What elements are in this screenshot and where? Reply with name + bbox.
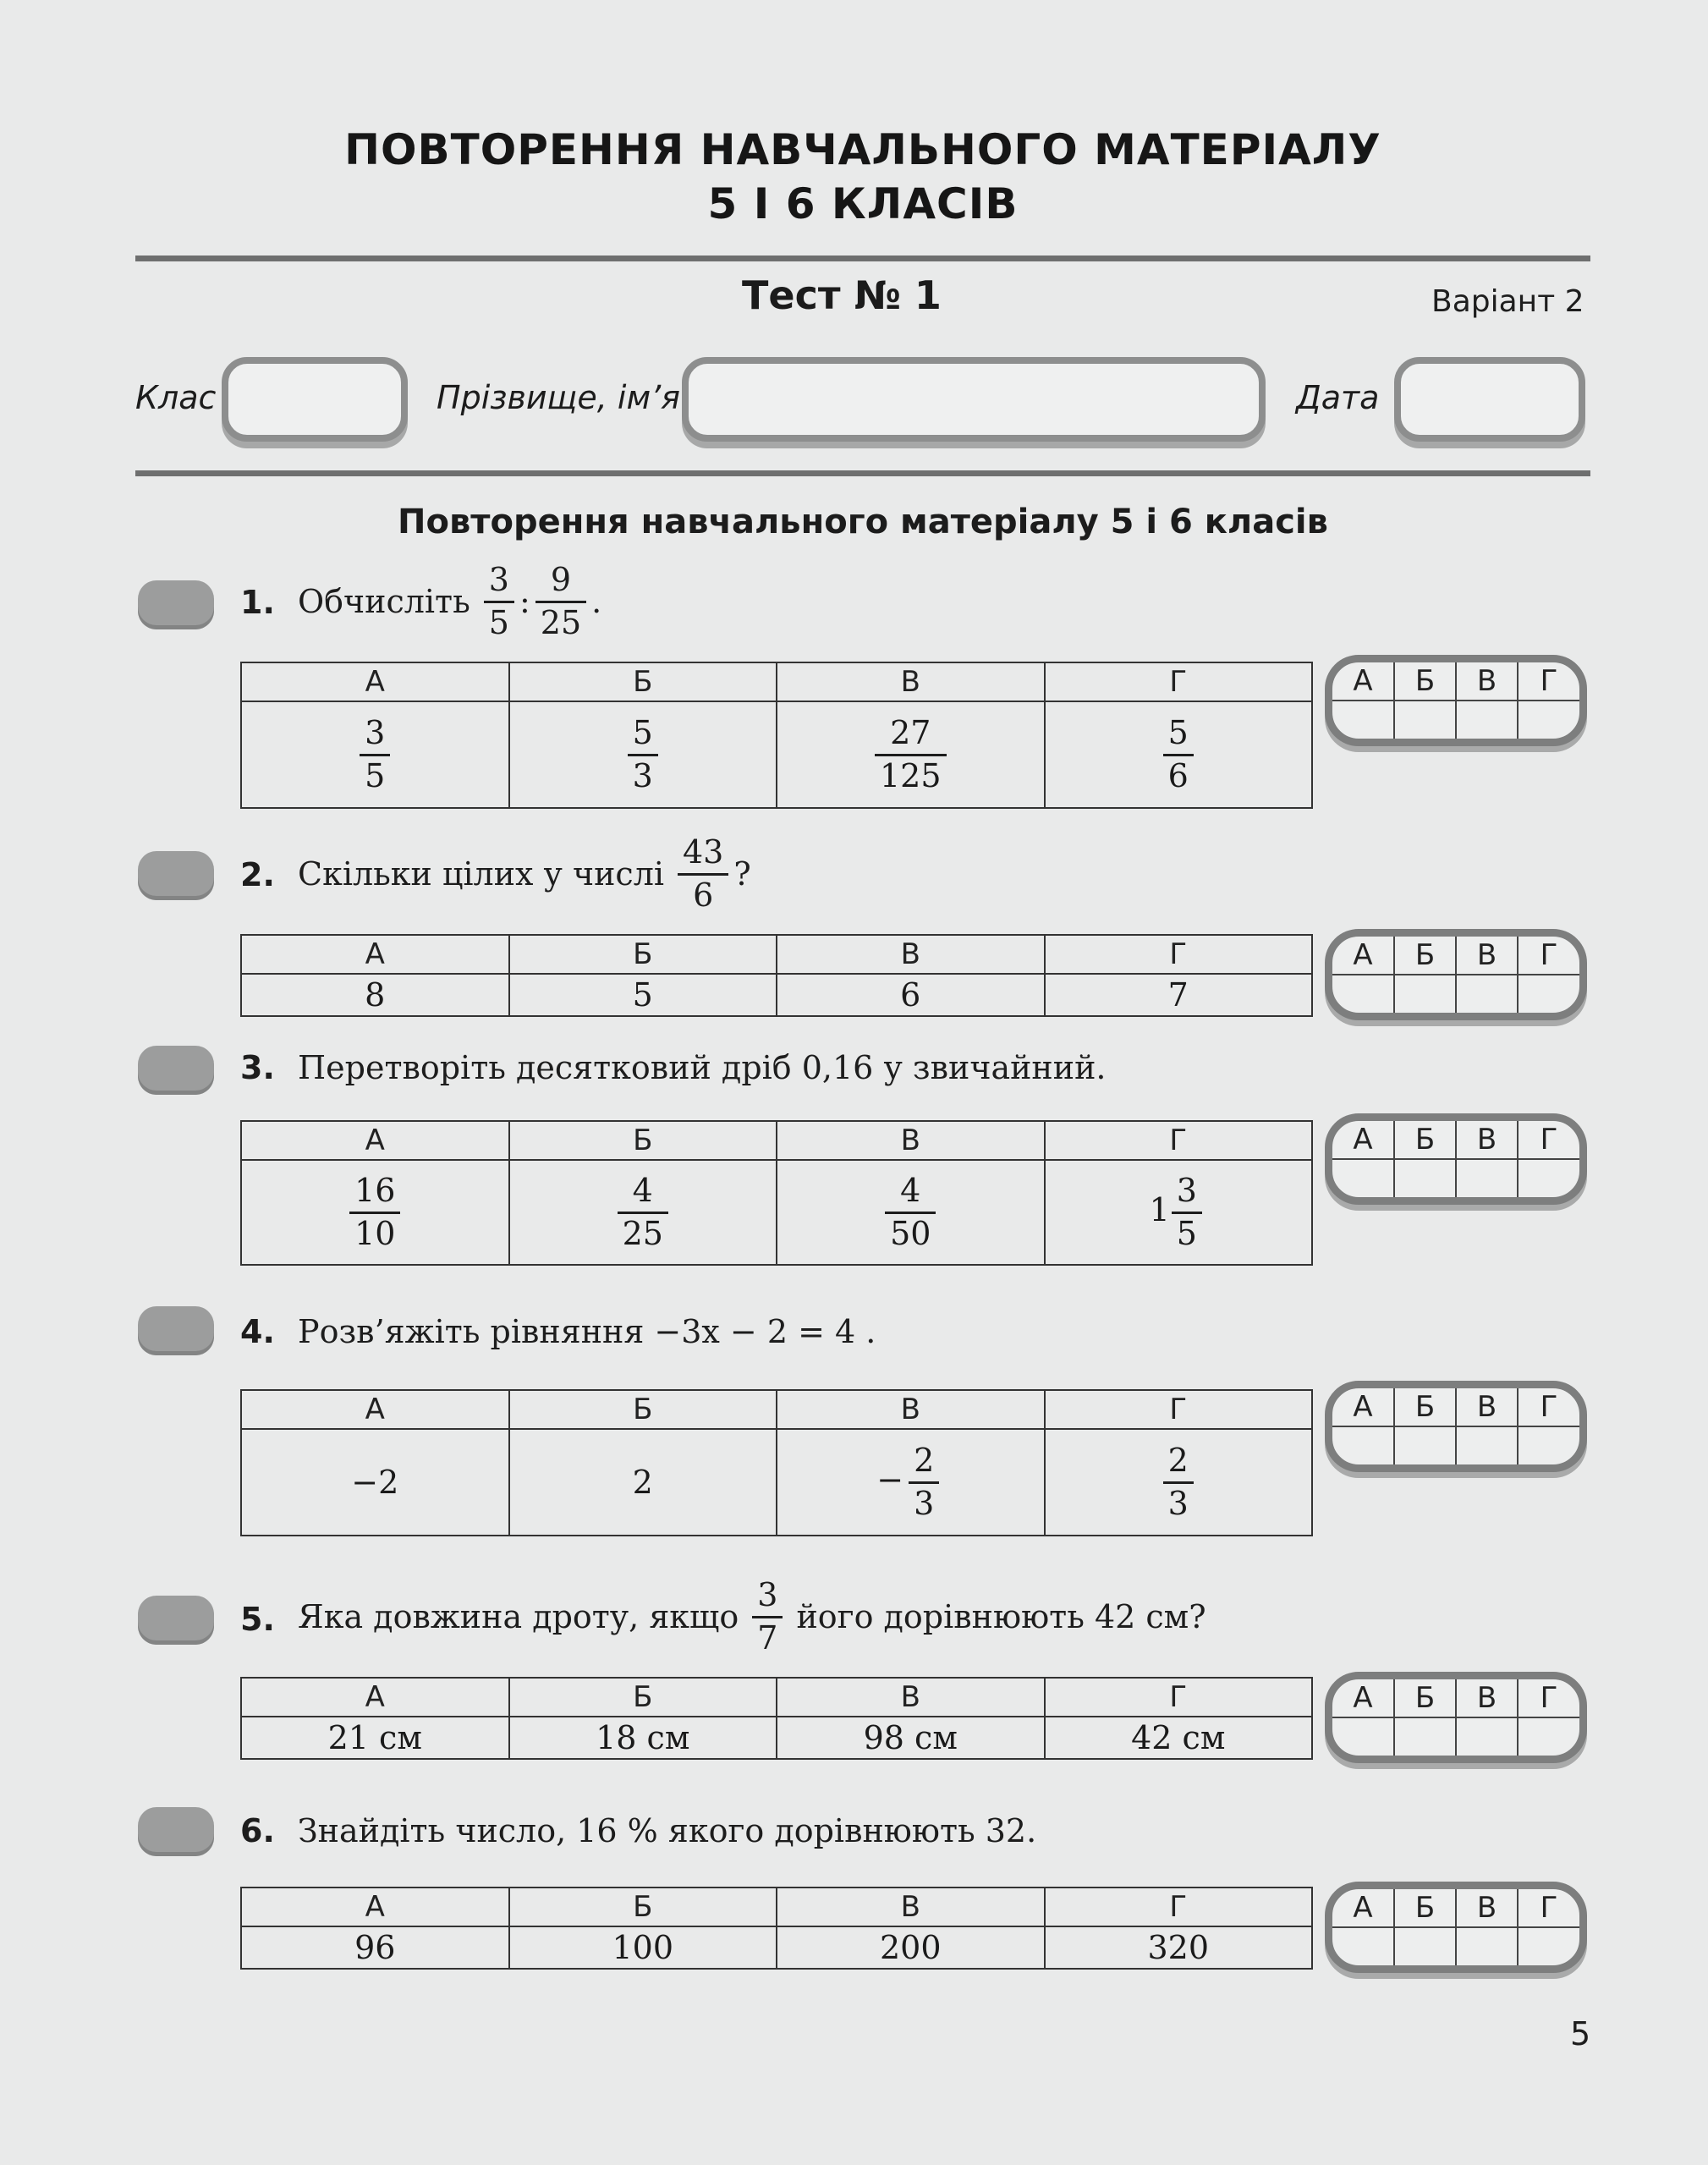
fraction [885,1171,936,1252]
page-title-line1: ПОВТОРЕННЯ НАВЧАЛЬНОГО МАТЕРІАЛУ [344,125,1381,174]
question-text-part: . [591,583,602,621]
question-number: 2. [240,856,275,893]
answer-cell[interactable] [1394,701,1456,740]
option-v [777,1429,1045,1536]
denominator: 125 [879,756,942,794]
denominator: 50 [890,1214,931,1252]
answer-cell[interactable] [1332,1717,1394,1757]
answer-letter: Б [1394,662,1456,701]
answer-cell[interactable] [1394,1927,1456,1967]
question-number: 1. [240,584,275,621]
answer-cell[interactable] [1394,1159,1456,1199]
fraction [909,1441,939,1522]
answer-cell[interactable] [1332,1927,1394,1967]
option-b [509,701,777,808]
numerator: 5 [1167,713,1189,751]
numerator: 3 [757,1576,778,1613]
question-number: 6. [240,1812,275,1849]
answer-box[interactable] [1325,1381,1587,1472]
answer-cell[interactable] [1518,1159,1579,1199]
option-header: В [777,1390,1045,1429]
denominator: 3 [632,756,653,794]
question-text-part: Обчисліть [298,583,470,621]
option-a [241,701,509,808]
answer-cell[interactable] [1332,975,1394,1014]
answer-cell[interactable] [1518,1426,1579,1466]
options-table [240,1677,1313,1760]
answer-box[interactable] [1325,1672,1587,1763]
answer-box[interactable] [1325,655,1587,746]
score-tab [138,851,214,900]
option-v [777,1160,1045,1265]
option-header: В [777,1678,1045,1717]
option-header: В [777,1888,1045,1926]
fraction [349,1171,400,1252]
answer-letter: А [1332,1121,1394,1159]
option-header: А [241,662,509,701]
fraction [484,563,514,640]
option-header: А [241,1390,509,1429]
answer-cell[interactable] [1518,1927,1579,1967]
answer-letter: А [1332,1679,1394,1717]
option-header: Г [1045,935,1313,974]
answer-letter: Г [1518,1679,1579,1717]
option-b: 2 [509,1429,777,1536]
mixed-whole: 1 [1149,1190,1170,1228]
fraction [875,713,947,794]
option-b: 100 [509,1926,777,1969]
answer-letter: В [1456,1121,1518,1159]
numerator: 3 [1176,1171,1197,1209]
option-g: 7 [1045,974,1313,1016]
question-text: Розв’яжіть рівняння −3x − 2 = 4 . [298,1313,876,1350]
question-text [298,563,601,640]
option-a: 96 [241,1926,509,1969]
options-table [240,1120,1313,1266]
numerator: 27 [890,713,931,751]
variant-label: Варіант 2 [1431,284,1584,319]
answer-letter: Б [1394,937,1456,975]
answer-letter: Г [1518,937,1579,975]
denominator: 5 [1176,1214,1197,1252]
option-g [1045,701,1313,808]
option-header: Г [1045,1678,1313,1717]
question-text-part: ? [733,855,751,893]
denominator: 5 [365,756,386,794]
option-header: Г [1045,1888,1313,1926]
numerator: 2 [914,1441,935,1479]
numerator: 4 [900,1171,921,1209]
name-label: Прізвище, ім’я [437,379,681,416]
option-a [241,1160,509,1265]
answer-box[interactable] [1325,929,1587,1020]
option-header: Г [1045,662,1313,701]
option-header: А [241,1121,509,1160]
answer-cell[interactable] [1456,1159,1518,1199]
option-a: 8 [241,974,509,1016]
question-number: 4. [240,1313,275,1350]
option-v: 200 [777,1926,1045,1969]
numerator: 43 [683,833,724,871]
options-table [240,1887,1313,1970]
answer-letter: А [1332,1388,1394,1426]
denominator: 25 [540,603,582,641]
answer-letter: Г [1518,1121,1579,1159]
score-tab [138,1596,214,1645]
denominator: 7 [757,1618,778,1657]
divider-top [135,256,1590,261]
option-g: 42 см [1045,1717,1313,1759]
page-number: 5 [1570,2015,1591,2052]
option-v [777,701,1045,808]
fraction [628,713,658,794]
option-g [1045,1160,1313,1265]
option-header: В [777,662,1045,701]
option-a: 21 см [241,1717,509,1759]
question-text-part: Яка довжина дроту, якщо [298,1598,739,1636]
minus-sign: − [876,1460,904,1498]
answer-letter: В [1456,1889,1518,1927]
divider-bottom [135,470,1590,476]
denominator: 10 [354,1214,396,1252]
option-g: 320 [1045,1926,1313,1969]
class-field[interactable] [222,357,408,442]
fraction [1163,1441,1194,1522]
numerator: 5 [632,713,653,751]
fraction [752,1576,783,1657]
name-field[interactable] [682,357,1266,442]
option-header: В [777,1121,1045,1160]
answer-cell[interactable] [1394,1426,1456,1466]
question-text-part: його дорівнюють 42 см? [796,1598,1206,1636]
test-title: Тест № 1 [742,272,942,318]
denominator: 25 [622,1214,663,1252]
page-title-line2: 5 І 6 КЛАСІВ [707,179,1019,228]
answer-letter: А [1332,937,1394,975]
answer-cell[interactable] [1332,1426,1394,1466]
answer-letter: Г [1518,1889,1579,1927]
option-header: А [241,1888,509,1926]
answer-letter: А [1332,1889,1394,1927]
answer-cell[interactable] [1456,1717,1518,1757]
answer-cell[interactable] [1518,1717,1579,1757]
option-b [509,1160,777,1265]
answer-cell[interactable] [1456,701,1518,740]
numerator: 4 [632,1171,653,1209]
operator: : [519,583,530,621]
question-text [298,833,751,914]
option-header: Б [509,1390,777,1429]
answer-cell[interactable] [1456,1927,1518,1967]
answer-letter: Б [1394,1121,1456,1159]
question-text: Знайдіть число, 16 % якого дорівнюють 32. [298,1812,1037,1849]
option-b: 5 [509,974,777,1016]
question-number: 5. [240,1601,275,1638]
option-header: А [241,935,509,974]
score-tab [138,1807,214,1856]
fraction [360,713,390,794]
answer-letter: Б [1394,1889,1456,1927]
date-label: Дата [1296,379,1380,416]
fraction [535,563,586,640]
section-title: Повторення навчального матеріалу 5 і 6 класів [398,503,1328,541]
answer-cell[interactable] [1394,1717,1456,1757]
options-table [240,662,1313,809]
fraction [1163,713,1194,794]
answer-cell[interactable] [1456,1426,1518,1466]
date-field[interactable] [1394,357,1585,442]
answer-letter: В [1456,937,1518,975]
numerator: 2 [1167,1441,1189,1479]
denominator: 3 [1167,1484,1189,1522]
answer-letter: В [1456,1388,1518,1426]
answer-cell[interactable] [1456,975,1518,1014]
option-header: Г [1045,1121,1313,1160]
fraction [618,1171,668,1252]
answer-cell[interactable] [1518,701,1579,740]
score-tab [138,1046,214,1095]
numerator: 3 [488,561,509,598]
answer-letter: А [1332,662,1394,701]
answer-letter: В [1456,1679,1518,1717]
numerator: 9 [550,561,572,598]
question-text: Перетворіть десятковий дріб 0,16 у звичайний. [298,1049,1107,1086]
question-number: 3. [240,1049,275,1086]
option-header: А [241,1678,509,1717]
question-text [298,1576,1206,1657]
answer-letter: Г [1518,662,1579,701]
class-label: Клас [135,379,217,416]
options-table [240,1389,1313,1536]
question-text-part: Скільки цілих у числі [298,855,664,893]
option-header: Г [1045,1390,1313,1429]
numerator: 3 [365,713,386,751]
option-header: В [777,935,1045,974]
answer-box[interactable] [1325,1113,1587,1205]
option-b: 18 см [509,1717,777,1759]
answer-box[interactable] [1325,1882,1587,1973]
answer-letter: В [1456,662,1518,701]
option-a: −2 [241,1429,509,1536]
option-header: Б [509,662,777,701]
score-tab [138,1306,214,1355]
option-header: Б [509,935,777,974]
denominator: 3 [914,1484,935,1522]
denominator: 5 [488,603,509,641]
answer-cell[interactable] [1332,1159,1394,1199]
answer-letter: Б [1394,1388,1456,1426]
options-table [240,934,1313,1017]
score-tab [138,580,214,629]
answer-letter: Г [1518,1388,1579,1426]
option-header: Б [509,1678,777,1717]
option-v: 98 см [777,1717,1045,1759]
fraction [678,833,728,914]
answer-letter: Б [1394,1679,1456,1717]
fraction [1172,1171,1202,1252]
denominator: 6 [1167,756,1189,794]
option-v: 6 [777,974,1045,1016]
answer-cell[interactable] [1518,975,1579,1014]
numerator: 16 [354,1171,396,1209]
answer-cell[interactable] [1332,701,1394,740]
denominator: 6 [693,876,714,914]
option-header: Б [509,1121,777,1160]
option-g [1045,1429,1313,1536]
answer-cell[interactable] [1394,975,1456,1014]
option-header: Б [509,1888,777,1926]
